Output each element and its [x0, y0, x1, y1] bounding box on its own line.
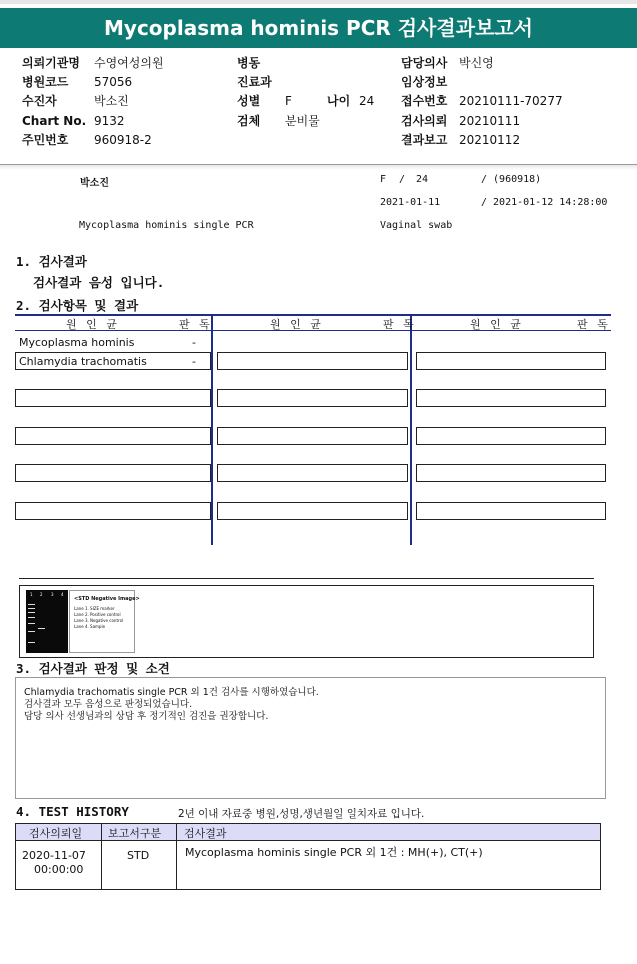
code-value: 57056: [94, 75, 133, 89]
col3-organism-head: 원 인 균: [470, 318, 524, 331]
patient-value: 박소진: [94, 94, 129, 108]
summary-date2: / 2021-01-12 14:28:00: [481, 197, 608, 208]
row5-col3-box: [416, 464, 606, 482]
lane-number: 3: [51, 592, 54, 597]
receipt-row: [401, 92, 563, 111]
gel-band: [28, 612, 35, 613]
ward-label: 병동: [237, 56, 261, 70]
clinical-label: 임상정보: [401, 75, 448, 89]
table-divider-2: [410, 314, 412, 545]
table-divider-1: [211, 314, 213, 545]
request-label: 검사의뢰: [401, 114, 448, 128]
col2-judge-head: 판 독: [383, 318, 417, 331]
report-row: [401, 131, 520, 150]
col1-organism-head: 원 인 균: [66, 318, 120, 331]
opinion-line-2: 검사결과 모두 음성으로 판정되었습니다.: [24, 699, 193, 710]
history-head-type: 보고서구분: [108, 827, 162, 840]
section1-title: 1. 검사결과: [16, 254, 87, 269]
chart-row: [22, 112, 125, 131]
sex-value: F: [285, 94, 292, 108]
age-value: 24: [359, 94, 375, 108]
summary-age: 24: [416, 174, 429, 185]
history-col-divider: [101, 824, 102, 889]
col3-judge-head: 판 독: [577, 318, 611, 331]
row4-col1-box: [15, 427, 211, 445]
sex-row: [237, 92, 374, 111]
doctor-value: 박신영: [459, 56, 494, 70]
gel-legend-line: Lane 4. Sample: [74, 624, 106, 629]
history-head-result: 검사결과: [184, 827, 227, 840]
code-row: [22, 73, 132, 92]
summary-test-name: Mycoplasma hominis single PCR: [79, 220, 254, 231]
gel-band: [38, 628, 45, 629]
patient-label: 수진자: [22, 94, 57, 108]
doctor-row: [401, 54, 494, 73]
gel-legend-line: Lane 1. SIZE marker: [74, 606, 115, 611]
receipt-label: 접수번호: [401, 94, 448, 108]
hospital-value: 수영여성의원: [94, 56, 164, 70]
gel-image: [26, 590, 68, 653]
row1-result: -: [192, 336, 196, 349]
top-strip: [0, 0, 637, 4]
row2-col2-box: [217, 352, 408, 370]
rrn-value: 960918-2: [94, 133, 152, 147]
hospital-label: 의뢰기관명: [22, 56, 80, 70]
gel-band: [28, 631, 35, 632]
gel-band: [28, 642, 35, 643]
code-label: 병원코드: [22, 75, 69, 89]
summary-date1: 2021-01-11: [380, 197, 441, 208]
age-label: 나이: [327, 94, 351, 108]
history-row-result: Mycoplasma hominis single PCR 외 1건 : MH(+), CT(+): [185, 846, 483, 859]
row3-col1-box: [15, 389, 211, 407]
rrn-label: 주민번호: [22, 133, 69, 147]
summary-slash: /: [399, 174, 406, 185]
report-title: Mycoplasma hominis PCR 검사결과보고서: [0, 8, 637, 48]
row2-organism: Chlamydia trachomatis: [19, 355, 147, 368]
section4-title: 4. TEST HISTORY: [16, 804, 129, 819]
image-top-rule: [19, 578, 594, 579]
row6-col1-box: [15, 502, 211, 520]
gel-band: [28, 604, 35, 605]
col1-judge-head: 판 독: [179, 318, 213, 331]
row3-col3-box: [416, 389, 606, 407]
row4-col2-box: [217, 427, 408, 445]
gel-legend-line: Lane 3. Negative control: [74, 618, 124, 623]
row6-col3-box: [416, 502, 606, 520]
dept-row: [237, 73, 285, 92]
lane-number: 4: [61, 592, 64, 597]
row3-col2-box: [217, 389, 408, 407]
request-value: 20210111: [459, 114, 521, 128]
row5-col2-box: [217, 464, 408, 482]
row2-result: -: [192, 355, 196, 368]
patient-row: [22, 92, 129, 111]
specimen-label: 검체: [237, 114, 261, 128]
lane-number: 2: [40, 592, 43, 597]
request-row: [401, 112, 520, 131]
dept-label: 진료과: [237, 75, 272, 89]
header-shadow: [0, 165, 637, 170]
section2-title: 2. 검사항목 및 결과: [16, 298, 139, 313]
gel-band: [28, 623, 35, 624]
ward-row: [237, 54, 285, 73]
receipt-value: 20210111-70277: [459, 94, 563, 108]
row2-col3-box: [416, 352, 606, 370]
gel-band: [28, 617, 35, 618]
sex-label: 성별: [237, 94, 261, 108]
report-label: 결과보고: [401, 133, 448, 147]
history-table: [15, 823, 601, 890]
history-header-row: [16, 824, 600, 841]
col2-organism-head: 원 인 균: [270, 318, 324, 331]
hospital-row: [22, 54, 164, 73]
opinion-line-3: 담당 의사 선생님과의 상담 후 정기적인 검진을 권장합니다.: [24, 711, 269, 722]
summary-specimen: Vaginal swab: [380, 220, 453, 231]
gel-band: [28, 608, 35, 609]
rrn-row: [22, 131, 152, 150]
section3-title: 3. 검사결과 판정 및 소견: [16, 661, 170, 676]
doctor-label: 담당의사: [401, 56, 448, 70]
row4-col3-box: [416, 427, 606, 445]
specimen-value: 분비물: [285, 114, 320, 128]
history-row-type: STD: [127, 849, 150, 862]
history-row-time: 00:00:00: [34, 863, 84, 876]
gel-legend-line: Lane 2. Positive control: [74, 612, 121, 617]
lane-number: 1: [30, 592, 33, 597]
row6-col2-box: [217, 502, 408, 520]
section1-result-text: 검사결과 음성 입니다.: [33, 275, 165, 290]
history-note: 2년 이내 자료중 병원,성명,생년월일 일치자료 입니다.: [178, 808, 425, 820]
row5-col1-box: [15, 464, 211, 482]
chart-label: Chart No.: [22, 114, 87, 128]
gel-legend: [69, 590, 140, 653]
history-head-date: 검사의뢰일: [29, 827, 83, 840]
clinical-row: [401, 73, 459, 92]
gel-legend-title: <STD Negative Image>: [74, 596, 140, 602]
row1-organism: Mycoplasma hominis: [19, 336, 135, 349]
report-value: 20210112: [459, 133, 521, 147]
history-col-divider: [176, 824, 177, 889]
chart-value: 9132: [94, 114, 125, 128]
history-row-date: 2020-11-07: [22, 849, 86, 862]
specimen-row: [237, 112, 320, 131]
summary-birth: / (960918): [481, 174, 542, 185]
opinion-line-1: Chlamydia trachomatis single PCR 외 1건 검사를 시행하였습니다.: [24, 687, 319, 698]
summary-name: 박소진: [80, 178, 109, 189]
summary-sex: F: [380, 174, 387, 185]
